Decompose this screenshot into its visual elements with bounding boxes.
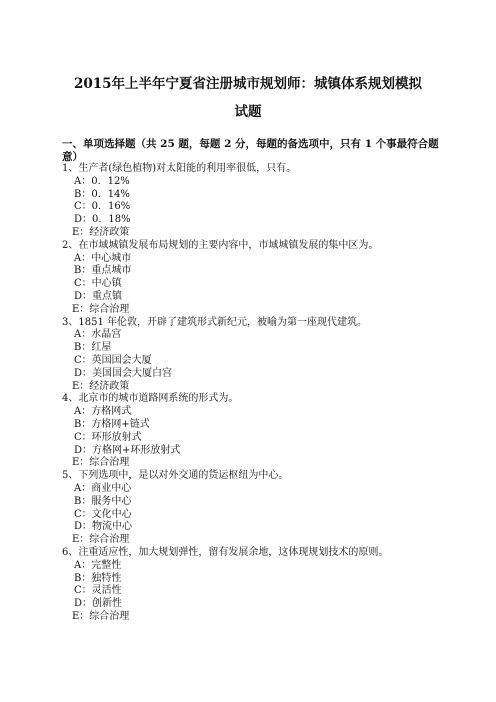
option: E：综合治理 [72, 534, 130, 546]
option: C：灵活性 [74, 585, 122, 597]
option: B：方格网+链式 [74, 418, 150, 430]
option: B：服务中心 [74, 495, 132, 507]
option: C：环形放射式 [74, 431, 142, 443]
question-list [62, 163, 442, 624]
question-stem: 2、在市域城镇发展布局规划的主要内容中，市域城镇发展的集中区为。 [62, 239, 379, 251]
option: A：水晶宫 [74, 329, 122, 341]
option: E：综合治理 [72, 457, 130, 469]
option: C：英国国会大厦 [74, 354, 152, 366]
option: D：方格网+环形放射式 [74, 444, 181, 456]
option: E：综合治理 [72, 610, 130, 622]
option: D：重点镇 [74, 290, 123, 302]
option: C：中心镇 [74, 278, 122, 290]
option: E：综合治理 [72, 303, 130, 315]
option: B：重点城市 [74, 265, 132, 277]
option: C：0．16% [74, 201, 131, 213]
question-stem: 6、注重适应性，加大规划弹性，留有发展余地，这体现规划技术的原则。 [62, 546, 389, 558]
question-stem: 3、1851 年伦敦，开辟了建筑形式新纪元，被喻为第一座现代建筑。 [62, 316, 367, 328]
option: D：创新性 [74, 598, 123, 610]
option: A：方格网式 [74, 406, 132, 418]
option: D：物流中心 [74, 521, 133, 533]
option: B：独特性 [74, 572, 122, 584]
option: D：美国国会大厦白宫 [74, 367, 173, 379]
option: B：红屋 [74, 342, 112, 354]
option: A：中心城市 [74, 252, 132, 264]
question-stem: 1、生产者(绿色植物)对太阳能的利用率很低，只有。 [62, 163, 297, 174]
document-title-line-2: 试题 [234, 104, 262, 120]
question-stem: 5、下列选项中，是以对外交通的货运枢纽为中心。 [62, 470, 289, 482]
option: A：0．12% [74, 175, 130, 187]
option: C：文化中心 [74, 508, 132, 520]
document-title-line-1: 2015年上半年宁夏省注册城市规划师：城镇体系规划模拟 [73, 76, 423, 92]
section-heading: 一、单项选择题（共 25 题，每题 2 分，每题的备选项中，只有 1 个事最符合题意） [62, 138, 439, 163]
option: A：商业中心 [74, 482, 132, 494]
option: E：经济政策 [72, 226, 130, 238]
question-stem: 4、北京市的城市道路网系统的形式为。 [62, 393, 239, 405]
option: A：完整性 [74, 559, 122, 571]
option: E：经济政策 [72, 380, 130, 392]
option: D：0．18% [74, 214, 131, 226]
option: B：0．14% [74, 188, 130, 200]
